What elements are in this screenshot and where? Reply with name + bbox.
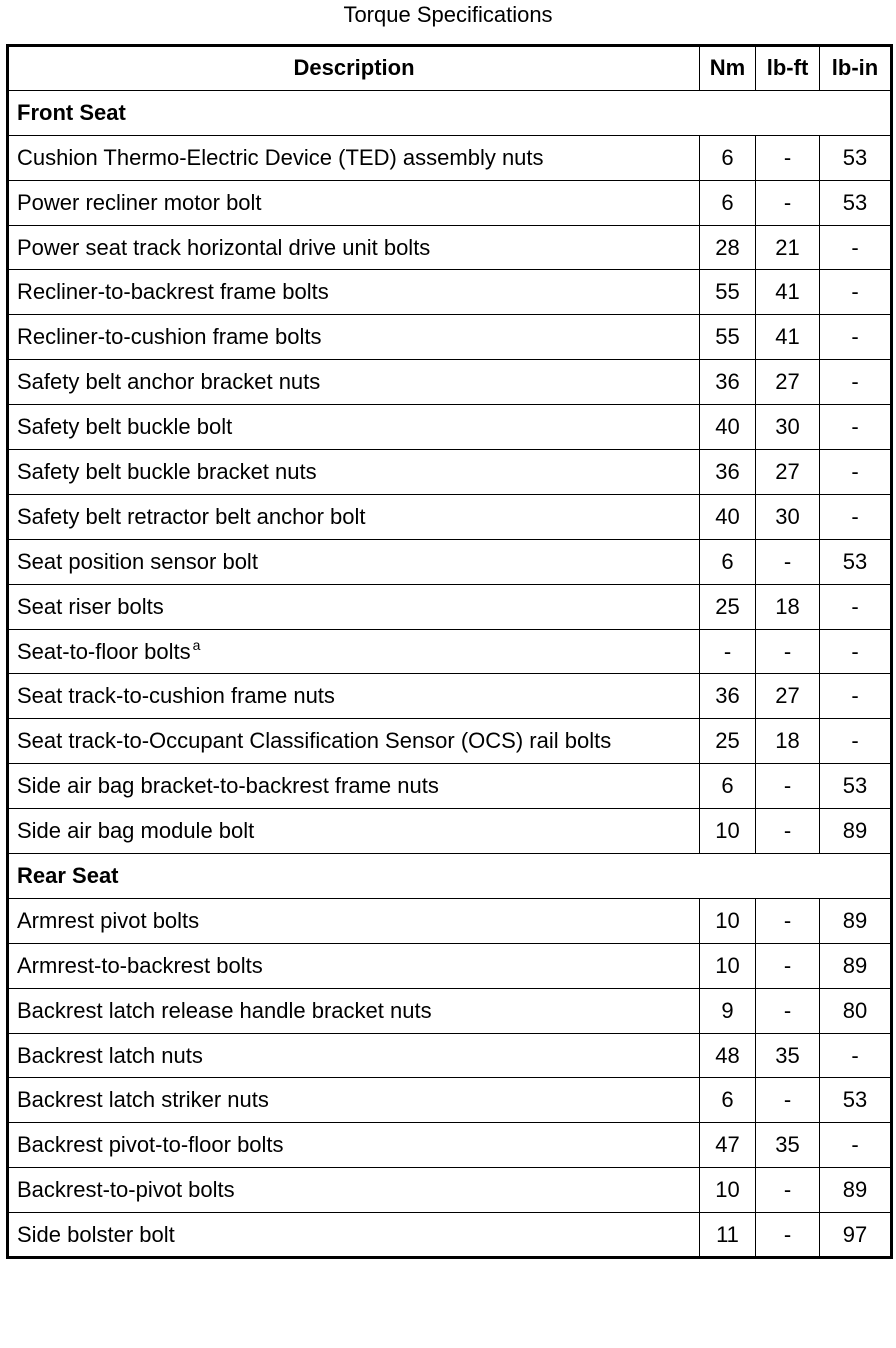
lbin-cell: - [820,674,892,719]
lbft-cell: - [756,180,820,225]
lbin-cell: - [820,1033,892,1078]
table-row [8,898,892,943]
table-header [8,46,892,91]
lbin-cell: 89 [820,943,892,988]
table-row [8,360,892,405]
nm-cell: 28 [700,225,756,270]
nm-cell: 10 [700,898,756,943]
description-cell [8,1123,700,1168]
table-row [8,1168,892,1213]
table-row [8,1033,892,1078]
table-row [8,315,892,360]
description-text: Power recliner motor bolt [17,189,262,215]
lbin-cell: - [820,629,892,674]
description-cell [8,943,700,988]
description-text: Side air bag bracket-to-backrest frame nuts [17,773,439,799]
description-cell [8,764,700,809]
lbft-cell: - [756,809,820,854]
description-text: Backrest latch release handle bracket nuts [17,997,432,1023]
nm-cell: 10 [700,1168,756,1213]
description-text: Safety belt anchor bracket nuts [17,369,321,395]
lbin-cell: - [820,405,892,450]
table-row [8,1213,892,1258]
lbft-cell: 27 [756,360,820,405]
description-cell [8,270,700,315]
column-header-lbft: lb-ft [756,46,820,91]
description-text: Recliner-to-backrest frame bolts [17,279,329,305]
description-cell [8,225,700,270]
section-row [8,90,892,135]
table-row [8,988,892,1033]
nm-cell: 36 [700,674,756,719]
description-text: Safety belt buckle bolt [17,414,233,440]
table-row [8,135,892,180]
lbin-cell: 80 [820,988,892,1033]
description-cell [8,405,700,450]
description-text: Seat-to-floor bolts [17,638,191,664]
torque-spec-table [6,44,893,1259]
nm-cell: 6 [700,180,756,225]
lbin-cell: 97 [820,1213,892,1258]
description-text: Power seat track horizontal drive unit bolts [17,234,431,260]
nm-cell: - [700,629,756,674]
lbin-cell: - [820,225,892,270]
nm-cell: 6 [700,764,756,809]
description-text: Side air bag module bolt [17,818,255,844]
description-text: Seat position sensor bolt [17,548,258,574]
table-row [8,405,892,450]
lbin-cell: 53 [820,180,892,225]
table-row [8,225,892,270]
description-cell [8,988,700,1033]
table-row [8,1078,892,1123]
description-cell [8,898,700,943]
description-cell [8,360,700,405]
table-row [8,719,892,764]
nm-cell: 6 [700,539,756,584]
description-text: Backrest pivot-to-floor bolts [17,1132,284,1158]
description-text: Backrest latch nuts [17,1042,203,1068]
lbin-cell: - [820,360,892,405]
lbft-cell: 27 [756,450,820,495]
lbft-cell: - [756,764,820,809]
lbin-cell: - [820,719,892,764]
lbft-cell: - [756,539,820,584]
nm-cell: 55 [700,270,756,315]
nm-cell: 36 [700,450,756,495]
column-header-nm: Nm [700,46,756,91]
description-cell [8,1168,700,1213]
lbin-cell: - [820,584,892,629]
lbft-cell: - [756,988,820,1033]
description-text: Cushion Thermo-Electric Device (TED) assembly nuts [17,144,544,170]
nm-cell: 6 [700,1078,756,1123]
table-row [8,764,892,809]
lbft-cell: - [756,629,820,674]
column-header-description: Description [8,46,700,91]
column-header-lbin: lb-in [820,46,892,91]
table-row [8,584,892,629]
lbin-cell: 53 [820,1078,892,1123]
lbft-cell: 21 [756,225,820,270]
description-cell [8,1213,700,1258]
description-text: Seat riser bolts [17,593,164,619]
lbin-cell: - [820,494,892,539]
lbft-cell: - [756,943,820,988]
nm-cell: 9 [700,988,756,1033]
lbft-cell: - [756,898,820,943]
description-cell [8,135,700,180]
description-text: Seat track-to-Occupant Classification Sensor (OCS) rail bolts [17,728,612,754]
description-cell [8,494,700,539]
lbin-cell: - [820,270,892,315]
table-row [8,629,892,674]
description-text: Backrest latch striker nuts [17,1087,269,1113]
nm-cell: 10 [700,809,756,854]
table-row [8,494,892,539]
description-cell [8,180,700,225]
description-cell [8,1078,700,1123]
lbft-cell: - [756,1213,820,1258]
description-cell [8,809,700,854]
lbft-cell: 41 [756,315,820,360]
footnote-marker: a [192,636,201,653]
nm-cell: 36 [700,360,756,405]
table-row [8,270,892,315]
nm-cell: 48 [700,1033,756,1078]
section-heading: Front Seat [8,90,892,135]
lbft-cell: 18 [756,719,820,764]
description-text: Safety belt retractor belt anchor bolt [17,503,366,529]
lbft-cell: 27 [756,674,820,719]
description-text: Seat track-to-cushion frame nuts [17,683,335,709]
table-row [8,943,892,988]
lbin-cell: 53 [820,764,892,809]
lbft-cell: 30 [756,405,820,450]
nm-cell: 40 [700,405,756,450]
nm-cell: 47 [700,1123,756,1168]
description-cell [8,315,700,360]
table-row [8,539,892,584]
description-cell [8,719,700,764]
description-cell [8,674,700,719]
lbin-cell: 53 [820,539,892,584]
description-text: Armrest-to-backrest bolts [17,952,263,978]
table-row [8,1123,892,1168]
nm-cell: 6 [700,135,756,180]
table-row [8,809,892,854]
lbin-cell: - [820,315,892,360]
section-row [8,854,892,899]
lbft-cell: 30 [756,494,820,539]
nm-cell: 25 [700,719,756,764]
nm-cell: 40 [700,494,756,539]
table-body [8,90,892,1257]
lbft-cell: - [756,1078,820,1123]
lbin-cell: - [820,1123,892,1168]
lbft-cell: 35 [756,1123,820,1168]
lbin-cell: 89 [820,1168,892,1213]
description-text: Safety belt buckle bracket nuts [17,458,317,484]
section-heading: Rear Seat [8,854,892,899]
nm-cell: 25 [700,584,756,629]
lbft-cell: - [756,135,820,180]
description-cell [8,1033,700,1078]
page-title: Torque Specifications [343,2,553,27]
lbft-cell: - [756,1168,820,1213]
lbft-cell: 18 [756,584,820,629]
lbft-cell: 35 [756,1033,820,1078]
nm-cell: 55 [700,315,756,360]
table-row [8,450,892,495]
description-text: Armrest pivot bolts [17,907,200,933]
description-cell [8,629,700,674]
lbin-cell: 89 [820,809,892,854]
header-row [8,46,892,91]
table-row [8,674,892,719]
lbin-cell: 53 [820,135,892,180]
description-cell [8,584,700,629]
nm-cell: 10 [700,943,756,988]
lbin-cell: 89 [820,898,892,943]
lbft-cell: 41 [756,270,820,315]
description-cell [8,450,700,495]
table-row [8,180,892,225]
description-text: Backrest-to-pivot bolts [17,1177,235,1203]
description-cell [8,539,700,584]
lbin-cell: - [820,450,892,495]
nm-cell: 11 [700,1213,756,1258]
description-text: Recliner-to-cushion frame bolts [17,324,322,350]
description-text: Side bolster bolt [17,1221,175,1247]
